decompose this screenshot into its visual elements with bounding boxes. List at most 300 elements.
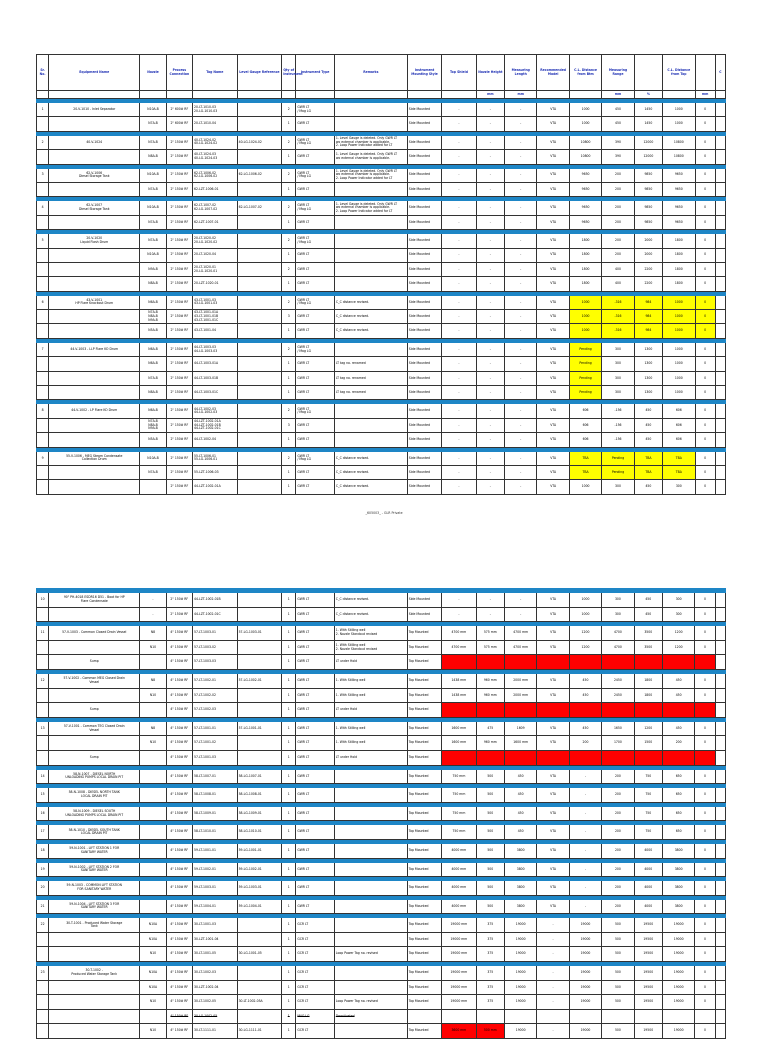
sr-cell: 14: [37, 769, 49, 784]
type-cell: GWR LT: [296, 248, 335, 262]
qty-cell: 1: [282, 371, 296, 385]
model-cell: VTA: [537, 150, 569, 164]
model-cell: VTA: [537, 135, 569, 149]
value-c-cell: -: [505, 310, 537, 324]
mounting-cell: Side Mounted: [407, 262, 441, 276]
sr-cell: 1: [37, 103, 49, 117]
value-d4-cell: 1800: [663, 277, 695, 291]
value-d1-cell: Pending: [569, 371, 601, 385]
connection-cell: 4" 150# RF: [166, 947, 192, 962]
connection-cell: 4" 150# RF: [166, 1009, 192, 1024]
type-cell: GWR LT: [296, 262, 335, 276]
tag-cell: 20-LZT-1020-01: [193, 277, 238, 291]
tag-cell: 44-LT-1003-03 44-LG-1003-03: [193, 342, 238, 356]
model-cell: VTA: [537, 310, 569, 324]
value-d4-cell: 300: [662, 593, 694, 608]
sr-cell: [37, 465, 49, 479]
model-cell: VTA: [537, 234, 569, 248]
header-row: [37, 55, 726, 91]
nozzle-cell: N10: [140, 688, 166, 703]
model-cell: -: [537, 966, 569, 981]
tag-cell: 44-LZT-1002-01A 44-LZT-1002-01B 44-LZT-1002-01C: [193, 418, 238, 432]
value-d2-cell: 450: [602, 117, 634, 131]
value-d4-cell: 3800: [662, 881, 694, 896]
nozzle-cell: N5A-B: [140, 324, 166, 338]
equipment-cell: 44-V-1003 - LLP Flare KO Drum: [49, 342, 140, 356]
remark-cell: LT tag no. renamed: [334, 357, 407, 371]
value-d3-cell: TBA: [634, 451, 662, 465]
value-d4-cell: TBA: [663, 451, 695, 465]
value-d3-cell: 2000: [634, 248, 662, 262]
equipment-cell: 90" PH-4018 ESDR16 D51 - Boot for HP Flare Condensate: [49, 593, 140, 608]
value-b-cell: 500: [476, 825, 504, 840]
value-a-cell: -: [442, 234, 476, 248]
qty-cell: 1: [282, 932, 296, 947]
remark-cell: C_C distance revised.: [334, 324, 407, 338]
value-d4-cell: 1800: [663, 234, 695, 248]
value-d5-cell: 0: [695, 881, 715, 896]
value-b-cell: -: [476, 277, 504, 291]
value-d2-cell: 300: [602, 386, 634, 400]
type-cell: MAG LG: [296, 1009, 334, 1024]
value-d4-cell: 19000: [662, 980, 694, 995]
value-d3-cell: 4000: [634, 862, 662, 877]
value-d4-cell: 1000: [663, 324, 695, 338]
value-d4-cell: 10800: [663, 150, 695, 164]
model-cell: VTA: [537, 168, 569, 182]
nozzle-cell: N7A-B: [140, 117, 166, 131]
value-b-cell: -: [476, 593, 504, 608]
header-cl_dist2: [695, 55, 715, 91]
type-cell: GCR LT: [296, 995, 334, 1010]
value-d2-cell: 390: [602, 150, 634, 164]
value-a-cell: 750 mm: [442, 769, 476, 784]
lg-tag-cell: 59-LG-1003-01: [237, 881, 282, 896]
value-d3-cell: 1300: [634, 371, 662, 385]
qty-cell: 1: [282, 806, 296, 821]
value-d5-cell: 0: [695, 168, 715, 182]
mounting-cell: [407, 1009, 441, 1024]
value-d4-cell: 1800: [663, 262, 695, 276]
edge-cell: [715, 918, 725, 933]
equipment-cell: 59-N-1001 - LIFT STATION 1 FOR SANITARY WATER: [49, 843, 140, 858]
value-d5-cell: 0: [695, 736, 715, 751]
table-row: [37, 918, 726, 933]
value-b-cell: 500: [476, 899, 504, 914]
value-d2-cell: 500: [602, 966, 634, 981]
table-row: [37, 593, 726, 608]
tag-cell: 30-LT-1001-03: [192, 918, 237, 933]
model-cell: [537, 655, 569, 670]
value-a-cell: -: [442, 168, 476, 182]
lg-tag-cell: 62-LG-1007-02: [237, 201, 282, 215]
value-d5-cell: 0: [695, 248, 715, 262]
equipment-cell: 57-V-1003 - Common Closed Drain Vessel: [49, 626, 140, 641]
remark-cell: [334, 932, 407, 947]
table-row: [37, 607, 726, 622]
units-row: [37, 91, 726, 99]
value-d2-cell: [602, 750, 634, 765]
value-d2-cell: 300: [602, 593, 634, 608]
type-cell: GCR LT: [296, 947, 334, 962]
nozzle-cell: [140, 703, 166, 718]
header-top_bot: Top Shield: [442, 55, 476, 91]
value-a-cell: [442, 703, 476, 718]
remark-cell: C_C distance revised.: [334, 607, 407, 622]
lg-tag-cell: [237, 703, 282, 718]
value-d3-cell: 2000: [634, 234, 662, 248]
value-d1-cell: 1000: [569, 480, 601, 494]
value-a-cell: [442, 655, 476, 670]
equipment-cell: [49, 932, 140, 947]
edge-cell: [715, 607, 725, 622]
value-c-cell: 3800: [504, 862, 536, 877]
value-b-cell: -: [476, 357, 504, 371]
sr-cell: [37, 117, 49, 131]
qty-cell: 1: [282, 433, 296, 447]
equipment-cell: 30-T-1002 - Produced Water Storage Tank: [49, 966, 140, 981]
table-row: [37, 703, 726, 718]
table-row: [37, 966, 726, 981]
value-d5-cell: 0: [695, 201, 715, 215]
type-cell: GWR LT: [296, 215, 335, 229]
value-d3-cell: 2200: [634, 262, 662, 276]
connection-cell: 4" 150# RF: [166, 966, 192, 981]
mounting-cell: Side Mounted: [407, 371, 441, 385]
nozzle-cell: [140, 862, 166, 877]
connection-cell: 2" 600# RF: [166, 103, 192, 117]
edge-cell: [715, 357, 725, 371]
lg-tag-cell: [237, 404, 282, 418]
value-d2-cell: 450: [602, 103, 634, 117]
lg-tag-cell: [237, 357, 282, 371]
tag-cell: 62-LZT-1006-01: [193, 182, 238, 196]
value-b-cell: -: [476, 103, 504, 117]
remark-cell: 1. With Stilling well 2. Nozzle Standout revised: [334, 626, 407, 641]
value-b-cell: -: [476, 386, 504, 400]
equipment-cell: 44-V-1002 - LP Flare KO Drum: [49, 404, 140, 418]
value-a-cell: 4000 mm: [442, 899, 476, 914]
sr-cell: 10: [37, 593, 49, 608]
value-d3-cell: 4000: [634, 881, 662, 896]
table-row: [37, 825, 726, 840]
sr-cell: [37, 182, 49, 196]
value-a-cell: -: [442, 295, 476, 309]
value-d5-cell: 0: [695, 721, 715, 736]
value-c-cell: 450: [504, 788, 536, 803]
value-d2-cell: 500: [602, 947, 634, 962]
mounting-cell: Top Mounted: [407, 843, 441, 858]
value-d3-cell: 9850: [634, 215, 662, 229]
mounting-cell: Top Mounted: [407, 966, 441, 981]
value-d3-cell: 750: [634, 769, 662, 784]
equipment-cell: [49, 433, 140, 447]
value-d3-cell: 12000: [634, 135, 662, 149]
equipment-cell: [49, 736, 140, 751]
value-d2-cell: 500: [602, 932, 634, 947]
value-d1-cell: Pending: [569, 357, 601, 371]
value-d4-cell: 9650: [663, 215, 695, 229]
value-d5-cell: [695, 1009, 715, 1024]
value-d2-cell: 300: [602, 607, 634, 622]
value-d4-cell: 19000: [662, 918, 694, 933]
table-row: [37, 404, 726, 418]
value-b-cell: -: [476, 182, 504, 196]
mounting-cell: Side Mounted: [407, 182, 441, 196]
equipment-cell: [49, 182, 140, 196]
value-d2-cell: 4700: [602, 626, 634, 641]
edge-cell: [715, 215, 725, 229]
sr-cell: [37, 655, 49, 670]
header-vessel_len: Measuring Length: [505, 55, 537, 91]
value-b-cell: [476, 1009, 504, 1024]
type-cell: GWR LT: [296, 310, 335, 324]
type-cell: GWR LT: [296, 825, 334, 840]
lg-tag-cell: [237, 324, 282, 338]
type-cell: GWR LT / Mag LG: [296, 295, 335, 309]
edge-cell: [715, 480, 725, 494]
value-d3-cell: 12000: [634, 150, 662, 164]
table-row: [37, 150, 726, 164]
table-row: [37, 310, 726, 324]
equipment-cell: 58-N-1009 - DIESEL SOUTH UNLOADING PUMPS LOCAL DRAIN PIT: [49, 806, 140, 821]
qty-cell: 1: [282, 862, 296, 877]
model-cell: -: [537, 1024, 569, 1039]
value-d3-cell: 1300: [634, 357, 662, 371]
tag-cell: 30-LZT-1001-04: [192, 932, 237, 947]
mounting-cell: Side Mounted: [407, 117, 441, 131]
value-d4-cell: [662, 1009, 694, 1024]
value-d1-cell: 450: [569, 688, 601, 703]
qty-cell: 2: [282, 262, 296, 276]
qty-cell: 3: [282, 418, 296, 432]
value-d2-cell: [602, 703, 634, 718]
edge-cell: [715, 593, 725, 608]
remark-cell: Deactivated: [334, 1009, 407, 1024]
sr-cell: [37, 310, 49, 324]
mounting-cell: Side Mounted: [407, 234, 441, 248]
sr-cell: 6: [37, 295, 49, 309]
value-a-cell: -: [442, 182, 476, 196]
connection-cell: 4" 150# RF: [166, 806, 192, 821]
table-row: [37, 980, 726, 995]
type-cell: GWR LT / Mag LG: [296, 168, 335, 182]
nozzle-cell: N7A-B: [140, 182, 166, 196]
value-d2-cell: [602, 655, 634, 670]
mounting-cell: Side Mounted: [407, 357, 441, 371]
type-cell: GCR LT: [296, 932, 334, 947]
nozzle-cell: N10: [140, 1024, 166, 1039]
value-a-cell: -: [442, 201, 476, 215]
value-a-cell: [442, 1009, 476, 1024]
equipment-cell: [49, 980, 140, 995]
value-d5-cell: 0: [695, 593, 715, 608]
mounting-cell: Side Mounted: [407, 480, 441, 494]
qty-cell: 2: [282, 201, 296, 215]
value-d4-cell: 200: [662, 736, 694, 751]
type-cell: GWR LT: [296, 721, 334, 736]
sr-cell: 7: [37, 342, 49, 356]
value-d3-cell: 2200: [634, 277, 662, 291]
value-d2-cell: 2450: [602, 688, 634, 703]
type-cell: GWR LT: [296, 703, 334, 718]
edge-cell: [715, 626, 725, 641]
value-d3-cell: 1800: [634, 673, 662, 688]
lg-tag-cell: [237, 980, 282, 995]
sr-cell: [37, 277, 49, 291]
lg-tag-cell: [237, 918, 282, 933]
value-b-cell: -: [476, 451, 504, 465]
table-row: [37, 843, 726, 858]
value-d4-cell: 19000: [662, 932, 694, 947]
sr-cell: 17: [37, 825, 49, 840]
edge-cell: [715, 150, 725, 164]
value-d2-cell: 200: [602, 862, 634, 877]
remark-cell: 1. Level Gauge is deleted. Only GWR LT wo external chamber is applicable. 2. Loop Power Indicator added for LT: [334, 168, 407, 182]
value-d3-cell: 19500: [634, 966, 662, 981]
model-cell: VTA: [537, 881, 569, 896]
value-d1-cell: TBA: [569, 465, 601, 479]
sr-cell: [37, 357, 49, 371]
value-d1-cell: 1000: [569, 324, 601, 338]
value-a-cell: 1600 mm: [442, 736, 476, 751]
lg-tag-cell: [237, 607, 282, 622]
sr-cell: [37, 262, 49, 276]
value-a-cell: -: [442, 433, 476, 447]
remark-cell: C_C distance revised.: [334, 451, 407, 465]
units-cell: [166, 91, 192, 99]
table-row: [37, 640, 726, 655]
header-qty: Qty of Instrument: [282, 55, 296, 91]
value-d1-cell: -: [569, 843, 601, 858]
equipment-cell: 43-V-1001 HP Flare Knockout Drum: [49, 295, 140, 309]
edge-cell: [715, 451, 725, 465]
header-instr_type: Instrument Type: [296, 55, 335, 91]
lg-tag-cell: [237, 310, 282, 324]
tag-cell: 62-LT-1007-02 62-LG-1007-02: [193, 201, 238, 215]
value-a-cell: -: [442, 103, 476, 117]
value-d1-cell: 450: [569, 721, 601, 736]
value-d1-cell: 1000: [569, 593, 601, 608]
nozzle-cell: [140, 899, 166, 914]
connection-cell: 2" 150# RF: [166, 593, 192, 608]
value-d4-cell: 19000: [662, 947, 694, 962]
nozzle-cell: N8A-B: [140, 277, 166, 291]
value-d1-cell: 1200: [569, 626, 601, 641]
units-cell: mm: [695, 91, 715, 99]
value-d5-cell: 0: [695, 117, 715, 131]
mounting-cell: Side Mounted: [407, 295, 441, 309]
type-cell: GWR LT: [296, 769, 334, 784]
connection-cell: 4" 150# RF: [166, 703, 192, 718]
header-meas_range: Measuring Range: [602, 55, 634, 91]
value-d3-cell: 1800: [634, 688, 662, 703]
sr-cell: 9: [37, 451, 49, 465]
value-b-cell: 500 mm: [476, 1024, 504, 1039]
lg-tag-cell: [237, 295, 282, 309]
edge-cell: [715, 1009, 725, 1024]
lg-tag-cell: [237, 215, 282, 229]
equipment-cell: [49, 465, 140, 479]
value-b-cell: -: [476, 150, 504, 164]
table-row: [37, 262, 726, 276]
lg-tag-cell: [237, 655, 282, 670]
value-d4-cell: 1800: [663, 248, 695, 262]
model-cell: [537, 703, 569, 718]
units-cell: [334, 91, 407, 99]
value-d5-cell: 0: [695, 386, 715, 400]
table-row: [37, 386, 726, 400]
connection-cell: 4" 150# RF: [166, 721, 192, 736]
mounting-cell: Top Mounted: [407, 655, 441, 670]
value-c-cell: -: [505, 386, 537, 400]
value-d1-cell: -: [569, 788, 601, 803]
equipment-cell: Sump: [49, 750, 140, 765]
header-remark: Remarks: [334, 55, 407, 91]
value-d5-cell: 0: [695, 932, 715, 947]
nozzle-cell: N10A-B: [140, 103, 166, 117]
value-b-cell: [476, 655, 504, 670]
value-d2-cell: 1650: [602, 721, 634, 736]
value-b-cell: -: [476, 465, 504, 479]
nozzle-cell: N8: [140, 673, 166, 688]
value-c-cell: -: [505, 480, 537, 494]
remark-cell: [334, 262, 407, 276]
value-d3-cell: 9850: [634, 201, 662, 215]
value-d4-cell: 1200: [662, 640, 694, 655]
value-a-cell: 19000 mm: [442, 947, 476, 962]
value-d1-cell: 450: [569, 673, 601, 688]
mounting-cell: Top Mounted: [407, 899, 441, 914]
qty-cell: 1: [282, 480, 296, 494]
value-c-cell: 19000: [504, 932, 536, 947]
equipment-cell: [49, 324, 140, 338]
value-d3-cell: TBA: [634, 465, 662, 479]
value-d4-cell: 9650: [663, 201, 695, 215]
value-d4-cell: [662, 750, 694, 765]
model-cell: VTA: [537, 371, 569, 385]
edge-cell: [715, 386, 725, 400]
table-row: [37, 182, 726, 196]
value-d3-cell: 3500: [634, 640, 662, 655]
model-cell: VTA: [537, 640, 569, 655]
table-row: [37, 168, 726, 182]
value-a-cell: -: [442, 371, 476, 385]
qty-cell: 3: [282, 310, 296, 324]
header-nozzle_height: Nozzle Height: [476, 55, 504, 91]
value-d1-cell: 200: [569, 736, 601, 751]
value-c-cell: -: [505, 277, 537, 291]
value-d2-cell: 200: [602, 234, 634, 248]
edge-cell: [715, 234, 725, 248]
lg-tag-cell: [237, 418, 282, 432]
value-a-cell: 19000 mm: [442, 918, 476, 933]
value-d3-cell: 750: [634, 788, 662, 803]
value-d1-cell: -: [569, 825, 601, 840]
value-a-cell: -: [442, 451, 476, 465]
nozzle-cell: [140, 843, 166, 858]
value-b-cell: -: [476, 371, 504, 385]
value-d2-cell: -156: [602, 418, 634, 432]
value-b-cell: 375: [476, 918, 504, 933]
qty-cell: 1: [282, 324, 296, 338]
equipment-cell: [49, 248, 140, 262]
remark-cell: 1. With Stilling well: [334, 688, 407, 703]
value-b-cell: [476, 750, 504, 765]
remark-cell: LT tag no. renamed: [334, 371, 407, 385]
remark-cell: C_C distance revised.: [334, 480, 407, 494]
remark-cell: C_C distance revised.: [334, 310, 407, 324]
